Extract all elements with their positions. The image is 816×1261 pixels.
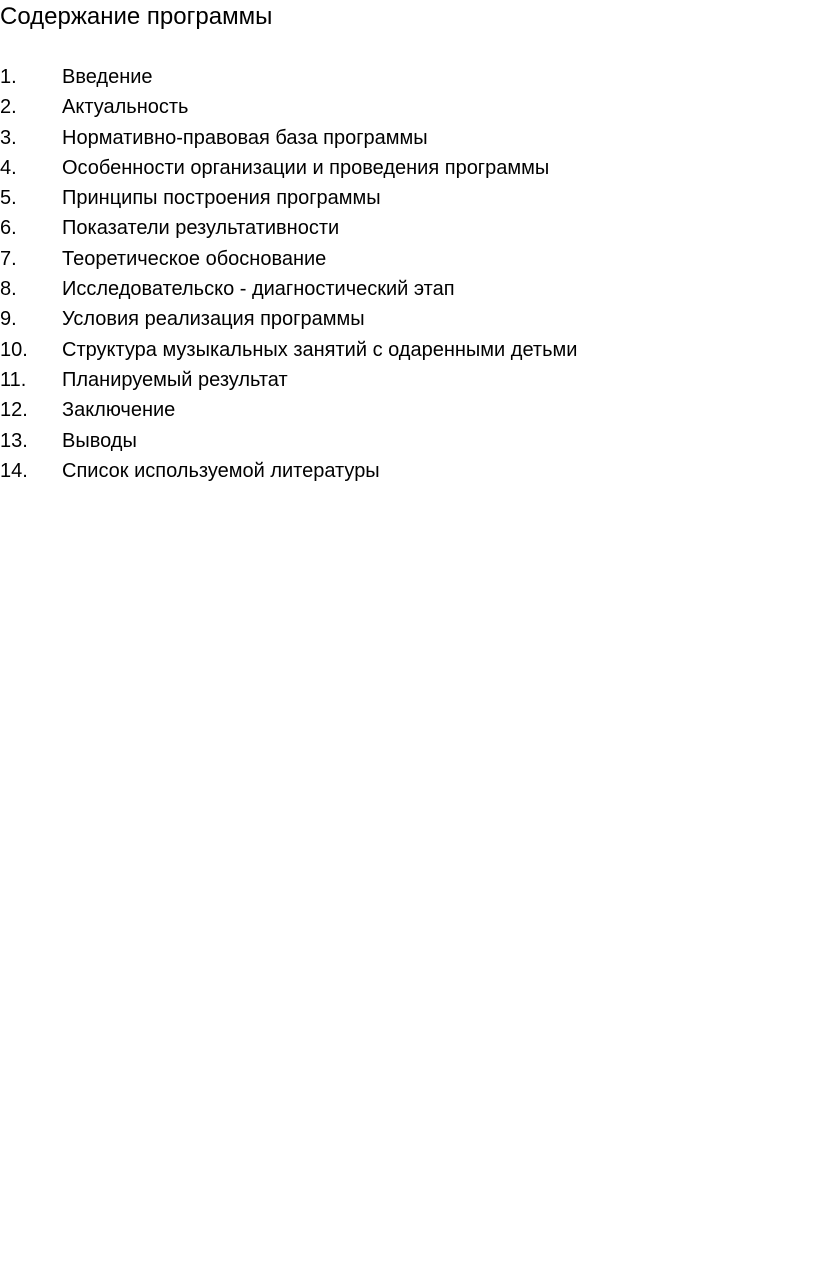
- toc-item-number: 7.: [0, 247, 17, 270]
- toc-item-text: Принципы построения программы: [62, 187, 381, 210]
- toc-item-text: Планируемый результат: [62, 368, 288, 391]
- toc-item-number: 3.: [0, 126, 17, 149]
- toc-item-number: 2.: [0, 96, 17, 119]
- toc-item-number: 4.: [0, 156, 17, 179]
- toc-item-text: Выводы: [62, 429, 137, 452]
- toc-item-number: 13.: [0, 429, 28, 452]
- toc-item-number: 8.: [0, 278, 17, 301]
- toc-item-number: 12.: [0, 399, 28, 422]
- toc-item-number: 5.: [0, 187, 17, 210]
- toc-item-text: Показатели результативности: [62, 217, 340, 240]
- toc-item-text: Условия реализация программы: [62, 308, 365, 331]
- toc-item-number: 1.: [0, 66, 17, 88]
- toc-item-text: Особенности организации и проведения программы: [62, 156, 550, 179]
- toc-item-text: Теоретическое обоснование: [62, 247, 327, 270]
- toc-item-number: 11.: [0, 368, 27, 391]
- toc-item-number: 6.: [0, 217, 17, 240]
- toc-item-text: Структура музыкальных занятий с одаренными детьми: [62, 338, 578, 361]
- toc-item-text: Актуальность: [62, 96, 189, 119]
- toc-item-text: Введение: [62, 66, 153, 88]
- toc-item-text: Нормативно-правовая база программы: [62, 126, 428, 149]
- toc-item-text: Заключение: [62, 399, 176, 422]
- toc-item-number: 14.: [0, 459, 28, 482]
- toc-item-text: Исследовательско - диагностический этап: [62, 278, 455, 301]
- toc-item-number: 10.: [0, 338, 28, 361]
- toc-item-text: Список используемой литературы: [62, 459, 380, 482]
- page-title: Содержание программы: [0, 3, 273, 30]
- toc-item-number: 9.: [0, 308, 17, 331]
